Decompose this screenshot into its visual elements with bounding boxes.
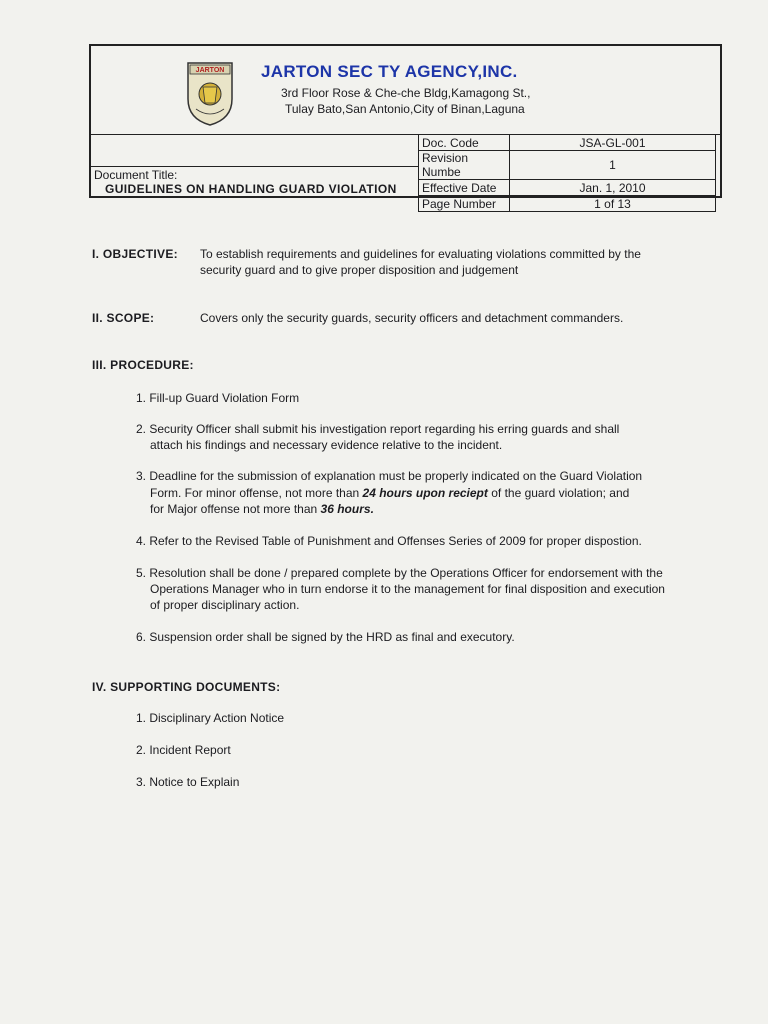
procedure-item-5-line1: 5. Resolution shall be done / prepared complete by the Operations Officer for endorsement with the [136, 566, 663, 580]
objective-line1: To establish requirements and guidelines for evaluating violations committed by the [200, 247, 641, 261]
procedure-item-3-line3 [150, 501, 710, 517]
item-3-emphasis: 24 hours upon reciept [362, 486, 488, 500]
item-3-text: for Major offense not more than [150, 502, 321, 516]
objective-heading: I. OBJECTIVE: [92, 247, 178, 261]
company-address-line1: 3rd Floor Rose & Che-che Bldg,Kamagong St., [281, 86, 531, 100]
document-header [89, 44, 722, 211]
item-3-emphasis: 36 hours. [320, 502, 374, 516]
company-banner [91, 46, 720, 135]
meta-value: 1 [510, 151, 716, 180]
procedure-item-4: 4. Refer to the Revised Table of Punishment and Offenses Series of 2009 for proper dispostion. [136, 534, 642, 548]
title-divider [91, 166, 418, 167]
procedure-item-2-line2: attach his findings and necessary evidence relative to the incident. [150, 438, 503, 452]
svg-text:JARTON: JARTON [195, 67, 225, 74]
meta-row [419, 180, 716, 196]
procedure-item-6: 6. Suspension order shall be signed by the HRD as final and executory. [136, 630, 515, 644]
meta-key: Effective Date [419, 180, 510, 196]
objective-line2: security guard and to give proper disposition and judgement [200, 263, 519, 277]
company-name: JARTON SEC TY AGENCY,INC. [261, 62, 518, 81]
meta-key: Page Number [419, 196, 510, 212]
meta-key: Revision Numbe [419, 151, 510, 180]
meta-value: 1 of 13 [510, 196, 716, 212]
procedure-item-5-line2: Operations Manager who in turn endorse it to the management for final disposition and execution [150, 582, 665, 596]
item-3-text: of the guard violation; and [487, 486, 630, 500]
procedure-item-3-line2 [150, 485, 710, 501]
meta-row [419, 135, 716, 151]
meta-row [419, 151, 716, 180]
document-title-label: Document Title: [94, 168, 178, 182]
item-3-text: Form. For minor offense, not more than [150, 486, 363, 500]
scope-heading: II. SCOPE: [92, 311, 155, 325]
meta-value: JSA-GL-001 [510, 135, 716, 151]
procedure-item-5-line3: of proper disciplinary action. [150, 598, 300, 612]
procedure-item-3-line1: 3. Deadline for the submission of explanation must be properly indicated on the Guard Violation [136, 469, 643, 483]
meta-row [419, 196, 716, 212]
meta-key: Doc. Code [419, 135, 510, 151]
supporting-docs-heading: IV. SUPPORTING DOCUMENTS: [92, 680, 281, 694]
procedure-heading: III. PROCEDURE: [92, 358, 194, 372]
supporting-doc-item: 1. Disciplinary Action Notice [136, 711, 285, 725]
company-logo [185, 61, 235, 127]
supporting-doc-item: 3. Notice to Explain [136, 775, 240, 789]
document-meta-table [418, 134, 716, 212]
scope-text: Covers only the security guards, security officers and detachment commanders. [200, 311, 624, 325]
meta-value: Jan. 1, 2010 [510, 180, 716, 196]
procedure-item-1: 1. Fill-up Guard Violation Form [136, 391, 300, 405]
company-address-line2: Tulay Bato,San Antonio,City of Binan,Laguna [285, 102, 525, 116]
document-title: GUIDELINES ON HANDLING GUARD VIOLATION [105, 182, 397, 196]
procedure-item-2-line1: 2. Security Officer shall submit his investigation report regarding his erring guards and shall [136, 422, 620, 436]
supporting-doc-item: 2. Incident Report [136, 743, 231, 757]
